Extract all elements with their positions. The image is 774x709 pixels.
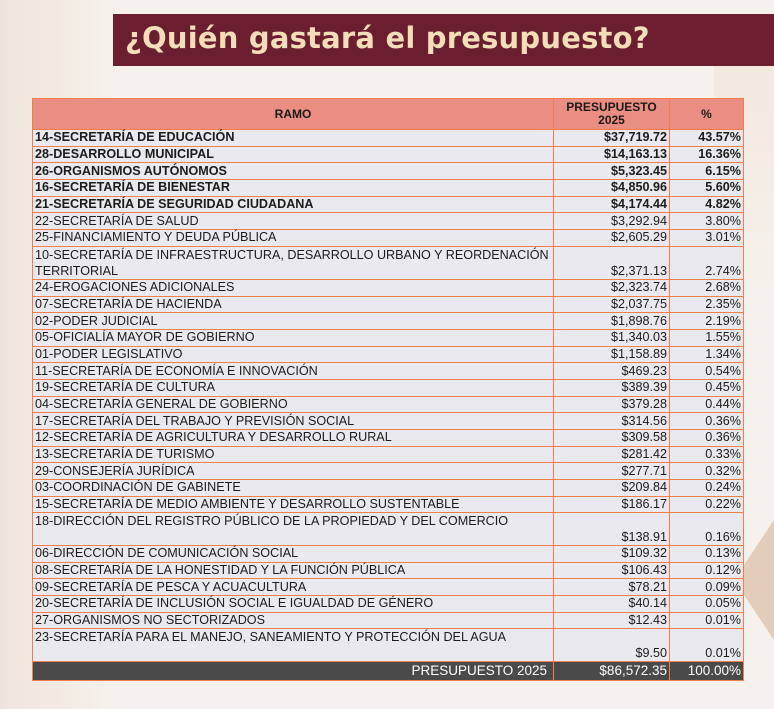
percent-cell: 0.22% — [670, 496, 744, 513]
ramo-cell: 12-SECRETARÍA DE AGRICULTURA Y DESARROLLO RURAL — [33, 430, 554, 447]
percent-cell: 16.36% — [670, 146, 744, 163]
ramo-cell: 06-DIRECCIÓN DE COMUNICACIÓN SOCIAL — [33, 545, 554, 562]
amount-cell: $1,340.03 — [554, 329, 670, 346]
table-row — [33, 562, 744, 579]
ramo-cell: 09-SECRETARÍA DE PESCA Y ACUACULTURA — [33, 579, 554, 596]
table-row — [33, 446, 744, 463]
table-row — [33, 612, 744, 629]
ramo-cell: 05-OFICIALÍA MAYOR DE GOBIERNO — [33, 329, 554, 346]
table-row — [33, 329, 744, 346]
ramo-cell: 03-COORDINACIÓN DE GABINETE — [33, 480, 554, 497]
amount-cell: $309.58 — [554, 430, 670, 447]
percent-cell: 2.74% — [670, 246, 744, 279]
amount-cell: $469.23 — [554, 363, 670, 380]
percent-cell: 6.15% — [670, 163, 744, 180]
percent-cell: 0.36% — [670, 413, 744, 430]
percent-cell: 43.57% — [670, 130, 744, 147]
amount-cell: $281.42 — [554, 446, 670, 463]
ramo-cell: 10-SECRETARÍA DE INFRAESTRUCTURA, DESARROLLO URBANO Y REORDENACIÓN TERRITORIAL — [33, 246, 554, 279]
percent-cell: 0.16% — [670, 513, 744, 546]
table-row — [33, 196, 744, 213]
amount-cell: $314.56 — [554, 413, 670, 430]
ramo-cell: 11-SECRETARÍA DE ECONOMÍA E INNOVACIÓN — [33, 363, 554, 380]
percent-cell: 2.68% — [670, 279, 744, 296]
amount-cell: $106.43 — [554, 562, 670, 579]
percent-cell: 2.19% — [670, 313, 744, 330]
title-banner — [113, 14, 774, 66]
percent-cell: 5.60% — [670, 180, 744, 197]
ramo-cell: 14-SECRETARÍA DE EDUCACIÓN — [33, 130, 554, 147]
percent-cell: 0.44% — [670, 396, 744, 413]
amount-cell: $277.71 — [554, 463, 670, 480]
table-row — [33, 246, 744, 279]
amount-cell: $40.14 — [554, 596, 670, 613]
table-row — [33, 279, 744, 296]
table-row — [33, 180, 744, 197]
budget-table — [32, 98, 744, 681]
ramo-cell: 07-SECRETARÍA DE HACIENDA — [33, 296, 554, 313]
amount-cell: $37,719.72 — [554, 130, 670, 147]
header-ramo: RAMO — [33, 99, 554, 130]
percent-cell: 0.36% — [670, 430, 744, 447]
percent-cell: 1.34% — [670, 346, 744, 363]
amount-cell: $14,163.13 — [554, 146, 670, 163]
amount-cell: $389.39 — [554, 379, 670, 396]
percent-cell: 0.12% — [670, 562, 744, 579]
table-row — [33, 396, 744, 413]
table-row — [33, 596, 744, 613]
amount-cell: $209.84 — [554, 480, 670, 497]
amount-cell: $2,037.75 — [554, 296, 670, 313]
table-row — [33, 579, 744, 596]
total-label: PRESUPUESTO 2025 — [33, 661, 554, 680]
table-row — [33, 296, 744, 313]
percent-cell: 3.80% — [670, 213, 744, 230]
table-row — [33, 430, 744, 447]
table-row — [33, 513, 744, 546]
ramo-cell: 01-PODER LEGISLATIVO — [33, 346, 554, 363]
percent-cell: 0.05% — [670, 596, 744, 613]
ramo-cell: 24-EROGACIONES ADICIONALES — [33, 279, 554, 296]
amount-cell: $9.50 — [554, 629, 670, 662]
percent-cell: 0.32% — [670, 463, 744, 480]
percent-cell: 3.01% — [670, 230, 744, 247]
amount-cell: $2,371.13 — [554, 246, 670, 279]
percent-cell: 4.82% — [670, 196, 744, 213]
ramo-cell: 25-FINANCIAMIENTO Y DEUDA PÚBLICA — [33, 230, 554, 247]
table-row — [33, 313, 744, 330]
total-amount: $86,572.35 — [554, 661, 670, 680]
total-percent: 100.00% — [670, 661, 744, 680]
amount-cell: $5,323.45 — [554, 163, 670, 180]
percent-cell: 0.13% — [670, 545, 744, 562]
amount-cell: $3,292.94 — [554, 213, 670, 230]
amount-cell: $109.32 — [554, 545, 670, 562]
percent-cell: 0.45% — [670, 379, 744, 396]
table-row — [33, 480, 744, 497]
header-percent: % — [670, 99, 744, 130]
percent-cell: 0.33% — [670, 446, 744, 463]
table-row — [33, 346, 744, 363]
amount-cell: $2,323.74 — [554, 279, 670, 296]
total-row — [33, 661, 744, 680]
table-header-row — [33, 99, 744, 130]
percent-cell: 1.55% — [670, 329, 744, 346]
percent-cell: 2.35% — [670, 296, 744, 313]
percent-cell: 0.01% — [670, 629, 744, 662]
table-row — [33, 230, 744, 247]
table-row — [33, 629, 744, 662]
table-row — [33, 463, 744, 480]
ramo-cell: 28-DESARROLLO MUNICIPAL — [33, 146, 554, 163]
ramo-cell: 29-CONSEJERÍA JURÍDICA — [33, 463, 554, 480]
ramo-cell: 21-SECRETARÍA DE SEGURIDAD CIUDADANA — [33, 196, 554, 213]
table-row — [33, 413, 744, 430]
amount-cell: $4,174.44 — [554, 196, 670, 213]
amount-cell: $1,898.76 — [554, 313, 670, 330]
ramo-cell: 19-SECRETARÍA DE CULTURA — [33, 379, 554, 396]
ramo-cell: 23-SECRETARÍA PARA EL MANEJO, SANEAMIENTO Y PROTECCIÓN DEL AGUA — [33, 629, 554, 662]
ramo-cell: 08-SECRETARÍA DE LA HONESTIDAD Y LA FUNCIÓN PÚBLICA — [33, 562, 554, 579]
table-row — [33, 379, 744, 396]
table-row — [33, 163, 744, 180]
percent-cell: 0.24% — [670, 480, 744, 497]
table-row — [33, 363, 744, 380]
ramo-cell: 27-ORGANISMOS NO SECTORIZADOS — [33, 612, 554, 629]
table-row — [33, 545, 744, 562]
ramo-cell: 22-SECRETARÍA DE SALUD — [33, 213, 554, 230]
table-row — [33, 496, 744, 513]
amount-cell: $379.28 — [554, 396, 670, 413]
amount-cell: $4,850.96 — [554, 180, 670, 197]
table-row — [33, 130, 744, 147]
ramo-cell: 26-ORGANISMOS AUTÓNOMOS — [33, 163, 554, 180]
table-row — [33, 213, 744, 230]
ramo-cell: 02-PODER JUDICIAL — [33, 313, 554, 330]
ramo-cell: 18-DIRECCIÓN DEL REGISTRO PÚBLICO DE LA PROPIEDAD Y DEL COMERCIO — [33, 513, 554, 546]
amount-cell: $186.17 — [554, 496, 670, 513]
table-row — [33, 146, 744, 163]
amount-cell: $1,158.89 — [554, 346, 670, 363]
percent-cell: 0.09% — [670, 579, 744, 596]
ramo-cell: 04-SECRETARÍA GENERAL DE GOBIERNO — [33, 396, 554, 413]
table-body — [33, 130, 744, 662]
ramo-cell: 13-SECRETARÍA DE TURISMO — [33, 446, 554, 463]
page-title: ¿Quién gastará el presupuesto? — [125, 21, 650, 55]
percent-cell: 0.01% — [670, 612, 744, 629]
amount-cell: $138.91 — [554, 513, 670, 546]
ramo-cell: 17-SECRETARÍA DEL TRABAJO Y PREVISIÓN SOCIAL — [33, 413, 554, 430]
header-presupuesto: PRESUPUESTO 2025 — [554, 99, 670, 130]
amount-cell: $78.21 — [554, 579, 670, 596]
amount-cell: $12.43 — [554, 612, 670, 629]
amount-cell: $2,605.29 — [554, 230, 670, 247]
ramo-cell: 20-SECRETARÍA DE INCLUSIÓN SOCIAL E IGUALDAD DE GÉNERO — [33, 596, 554, 613]
ramo-cell: 15-SECRETARÍA DE MEDIO AMBIENTE Y DESARROLLO SUSTENTABLE — [33, 496, 554, 513]
percent-cell: 0.54% — [670, 363, 744, 380]
ramo-cell: 16-SECRETARÍA DE BIENESTAR — [33, 180, 554, 197]
